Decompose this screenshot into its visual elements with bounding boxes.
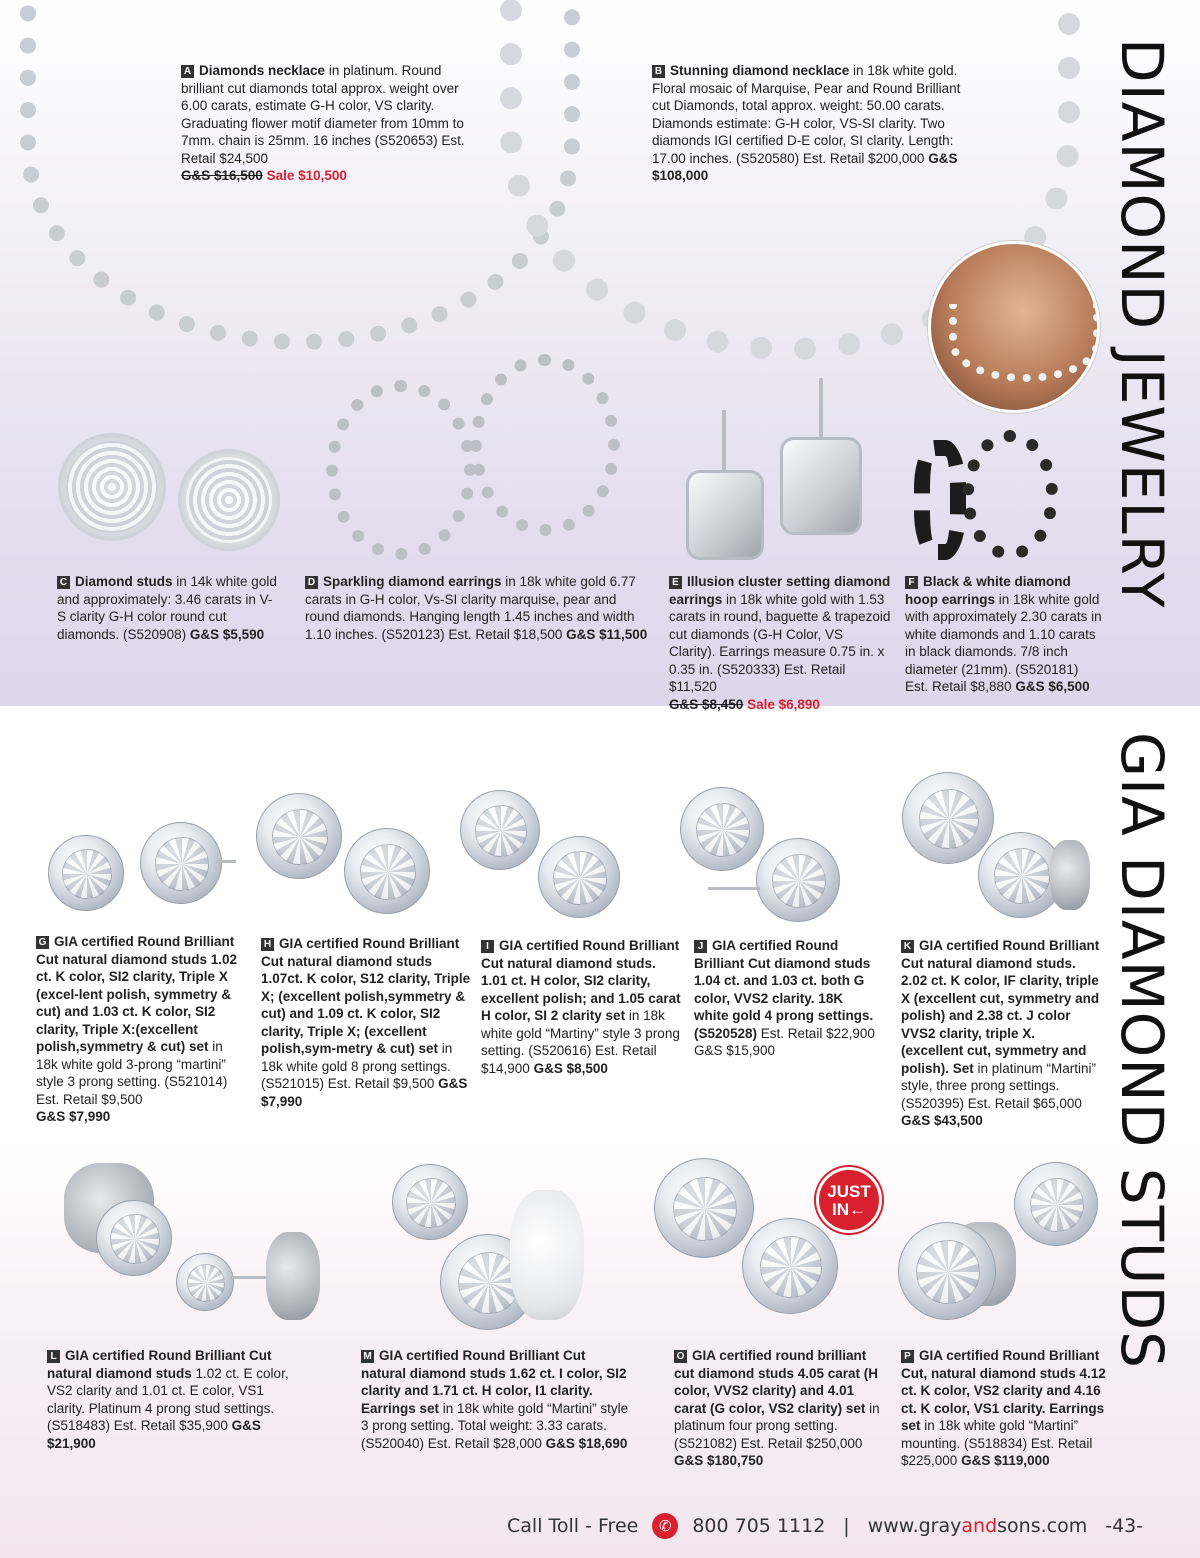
stud-k-left-image	[902, 772, 994, 864]
product-j-body: Est. Retail $22,900 G&S $15,900	[694, 1025, 875, 1058]
product-g-body: in 18k white gold 3-prong “martini” style 3 prong setting. (S521014) Est. Retail $9,500	[36, 1039, 228, 1107]
product-g-price: G&S $7,990	[36, 1109, 111, 1124]
product-e-body: in 18k white gold with 1.53 carats in round, baguette & trapezoid cut diamonds (G-H Color, VS Clarity). Earrings measure 0.75 in. x 0.35 in. (S520333) Est. Retail $11,520	[669, 591, 891, 694]
product-e-old-price: G&S $8,450	[669, 696, 744, 712]
phone-icon: ✆	[652, 1513, 678, 1539]
footer-phone-number[interactable]: 800 705 1112	[692, 1515, 826, 1537]
stud-p-left-image	[898, 1222, 996, 1320]
product-o-body: in platinum four prong setting. (S521082) Est. Retail $250,000	[674, 1400, 880, 1451]
earring-f-left-image	[914, 440, 966, 560]
earring-e-right-image	[780, 437, 862, 535]
product-a-old-price: G&S $16,500	[181, 168, 263, 183]
product-e-letter: E	[669, 576, 682, 589]
section-title-diamond-jewelry: DIAMOND JEWELRY	[1108, 38, 1176, 609]
product-d-description	[305, 573, 650, 643]
product-e-sale-price: Sale $6,890	[747, 696, 820, 712]
just-in-badge-line1: JUST	[827, 1182, 871, 1201]
product-l-body: 1.02 ct. E color, VS2 clarity and 1.01 ct. E color, VS1 clarity. Platinum 4 prong stud settings. (S518483) Est. Retail $35,900	[47, 1365, 289, 1433]
product-f-body: in 18k white gold with approximately 2.30 carats in white diamonds and 1.10 carats in black diamonds. 7/8 inch diameter (21mm). (S520181) Est. Retail $8,880	[905, 591, 1102, 694]
product-h-price: G&S $7,990	[261, 1076, 468, 1109]
stud-l-right-image	[176, 1253, 234, 1311]
product-l-description	[47, 1347, 302, 1452]
stud-g-post	[216, 860, 236, 863]
earring-e-right-hook	[819, 378, 823, 440]
product-b-price: G&S $108,000	[652, 150, 958, 183]
stud-m-left-image	[392, 1164, 468, 1240]
footer-website-link[interactable]: www.grayandsons.com	[867, 1515, 1088, 1537]
product-i-letter: I	[481, 940, 494, 953]
stud-c-right-image	[178, 449, 280, 551]
product-i-name: GIA certified Round Brilliant Cut natural diamond studs. 1.01 ct. H color, SI2 clarity, excellent polish; and 1.05 carat H color, SI 2 clarity set	[481, 938, 681, 1023]
stud-h-right-image	[344, 828, 430, 914]
product-k-name: GIA certified Round Brilliant Cut natural diamond studs. 2.02 ct. K color, IF clarity, triple X (excellent cut, symmetry and polish) and 2.38 ct. J color VVS2 clarity, triple X. (excellent cut, symmetry and polish). Set	[901, 938, 1100, 1076]
product-d-body: in 18k white gold 6.77 carats in G-H color, Vs-SI clarity marquise, pear and round diamonds. Hanging length 1.45 inches and width 1.10 inches. (S520123) Est. Retail $18,500	[305, 574, 636, 642]
earring-d-left-image	[326, 380, 476, 560]
product-d-name: Sparkling diamond earrings	[323, 574, 502, 589]
product-j-letter: J	[694, 940, 707, 953]
product-i-price: G&S $8,500	[533, 1060, 608, 1076]
product-a-name: Diamonds necklace	[199, 63, 326, 78]
product-c-letter: C	[57, 576, 70, 589]
product-b-body: in 18k white gold. Floral mosaic of Marquise, Pear and Round Brilliant cut Diamonds, total approx. weight: 50.00 carats. Diamonds estimate: G-H color, VS-SI clarity. Two diamonds IGI certified D-E color, SI clarity. Length: 17.00 inches. (S520580) Est. Retail $200,000	[652, 63, 961, 166]
product-j-name: GIA certified Round Brilliant Cut diamond studs 1.04 ct. and 1.03 ct. both G color, VVS2 clarity. 18K white gold 4 prong settings. (S520528)	[694, 938, 874, 1041]
product-a-sale-price: Sale $10,500	[266, 168, 347, 183]
product-k-description	[901, 937, 1101, 1130]
product-c-price: G&S $5,590	[189, 626, 265, 642]
stud-i-left-image	[460, 790, 540, 870]
just-in-badge-line2: IN←	[832, 1200, 866, 1219]
product-p-body: in 18k white gold “Martini” mounting. (S518834) Est. Retail $225,000	[901, 1418, 1093, 1468]
earring-e-left-image	[686, 470, 764, 560]
product-l-name: GIA certified Round Brilliant Cut natural diamond studs	[47, 1348, 272, 1381]
product-k-price: G&S $43,500	[901, 1113, 983, 1128]
product-b-letter: B	[652, 65, 665, 78]
product-g-name: GIA certified Round Brilliant Cut natural diamond studs 1.02 ct. K color, SI2 clarity, Triple X (excel-lent polish, symmetry & cut) and 1.03 ct. K color, SI2 clarity, Triple X:(excellent polish,symmetry & cut) set	[36, 934, 238, 1054]
earring-e-left-hook	[722, 410, 726, 472]
product-i-description	[481, 937, 681, 1077]
product-p-letter: P	[901, 1350, 914, 1363]
stud-p-right-image	[1014, 1162, 1098, 1246]
product-m-letter: M	[361, 1350, 374, 1363]
stud-k-backing	[1050, 840, 1090, 910]
product-i-body: in 18k white gold “Martiny” style 3 prong setting. (S520616) Est. Retail $14,900	[481, 1008, 680, 1076]
product-p-description	[901, 1347, 1116, 1470]
product-o-name: GIA certified round brilliant cut diamond studs 4.05 carat (H color, VVS2 clarity) and 4.01 carat (G color, VS2 clarity) set	[674, 1348, 879, 1416]
product-c-name: Diamond studs	[75, 574, 173, 589]
footer-separator: |	[843, 1515, 850, 1537]
product-f-price: G&S $6,500	[1015, 679, 1090, 694]
product-h-letter: H	[261, 938, 274, 951]
model-portrait-image	[928, 241, 1100, 413]
product-j-description	[694, 937, 879, 1060]
product-f-letter: F	[905, 576, 918, 589]
stud-l-left-image	[96, 1200, 172, 1276]
stud-g-left-image	[48, 835, 124, 911]
product-m-price: G&S $18,690	[545, 1435, 628, 1451]
product-p-price: G&S $119,000	[961, 1453, 1050, 1468]
product-h-name: GIA certified Round Brilliant Cut natural diamond studs 1.07ct. K color, S12 clarity, Triple X; (excellent polish,symmetry & cut) and 1.09 ct. K color, SI2 clarity, Triple X; (excellent polish,sym-metry & cut) set	[261, 936, 471, 1056]
product-a-body: in platinum. Round brilliant cut diamonds total approx. weight over 6.00 carats, estimate G-H color, VS clarity. Graduating flower motif diameter from 10mm to 7mm. chain is 25mm. 16 inches (S520653) Est. Retail $24,500	[181, 63, 465, 166]
product-o-description	[674, 1347, 889, 1470]
stud-g-right-image	[140, 822, 222, 904]
product-e-name: Illusion cluster setting diamond earrings	[669, 574, 891, 607]
stud-j-post	[708, 887, 760, 890]
product-c-description	[57, 573, 277, 643]
stud-o-right-image	[742, 1218, 838, 1314]
stud-i-right-image	[538, 836, 620, 918]
product-h-body: in 18k white gold 8 prong settings. (S521015) Est. Retail $9,500	[261, 1041, 453, 1091]
product-m-description	[361, 1347, 631, 1452]
stud-o-left-image	[654, 1158, 754, 1258]
product-h-description	[261, 935, 476, 1110]
stud-h-left-image	[256, 793, 342, 879]
just-in-badge	[816, 1167, 882, 1233]
product-g-letter: G	[36, 936, 49, 949]
section-title-gia-diamond-studs: GIA DIAMOND STUDS	[1108, 732, 1176, 1369]
product-l-price: G&S $21,900	[47, 1418, 261, 1451]
product-b-description	[652, 62, 982, 185]
stud-j-left-image	[680, 787, 764, 871]
stud-j-right-image	[756, 838, 840, 922]
product-k-body: in platinum “Martini” style, three prong settings. (S520395) Est. Retail $65,000	[901, 1060, 1097, 1111]
stud-c-left-image	[58, 433, 166, 541]
product-b-name: Stunning diamond necklace	[670, 63, 850, 78]
product-k-letter: K	[901, 940, 914, 953]
product-m-name: GIA certified Round Brilliant Cut natural diamond studs 1.62 ct. I color, SI2 clarity and 1.71 ct. H color, I1 clarity. Earrings set	[361, 1348, 627, 1416]
earring-d-right-image	[470, 354, 620, 536]
product-f-description	[905, 573, 1105, 696]
product-f-name: Black & white diamond hoop earrings	[905, 574, 1071, 607]
product-c-body: in 14k white gold and approximately: 3.46 carats in V-S clarity G-H color round cut diamonds. (S520908)	[57, 574, 277, 642]
stud-l-backing-right	[266, 1232, 320, 1320]
stud-m-backing	[510, 1190, 584, 1320]
footer-call-label: Call Toll - Free	[507, 1515, 639, 1537]
product-a-letter: A	[181, 65, 194, 78]
product-g-description	[36, 933, 246, 1126]
page-footer	[507, 1513, 1143, 1539]
product-o-letter: O	[674, 1350, 687, 1363]
product-o-price: G&S $180,750	[674, 1453, 764, 1468]
product-d-letter: D	[305, 576, 318, 589]
page-number: -43-	[1105, 1515, 1144, 1537]
product-e-description	[669, 573, 893, 713]
product-d-price: G&S $11,500	[566, 626, 648, 642]
product-m-body: in 18k white gold “Martini” style 3 prong setting. Total weight: 3.33 carats. (S520040) Est. Retail $28,000	[361, 1400, 629, 1451]
earring-f-right-image	[962, 430, 1058, 560]
product-l-letter: L	[47, 1350, 60, 1363]
product-p-name: GIA certified Round Brilliant Cut, natural diamond studs 4.12 ct. K color, VS2 clarity and 4.16 ct. K color, VS1 clarity. Earrings set	[901, 1348, 1106, 1433]
product-a-description	[181, 62, 481, 185]
